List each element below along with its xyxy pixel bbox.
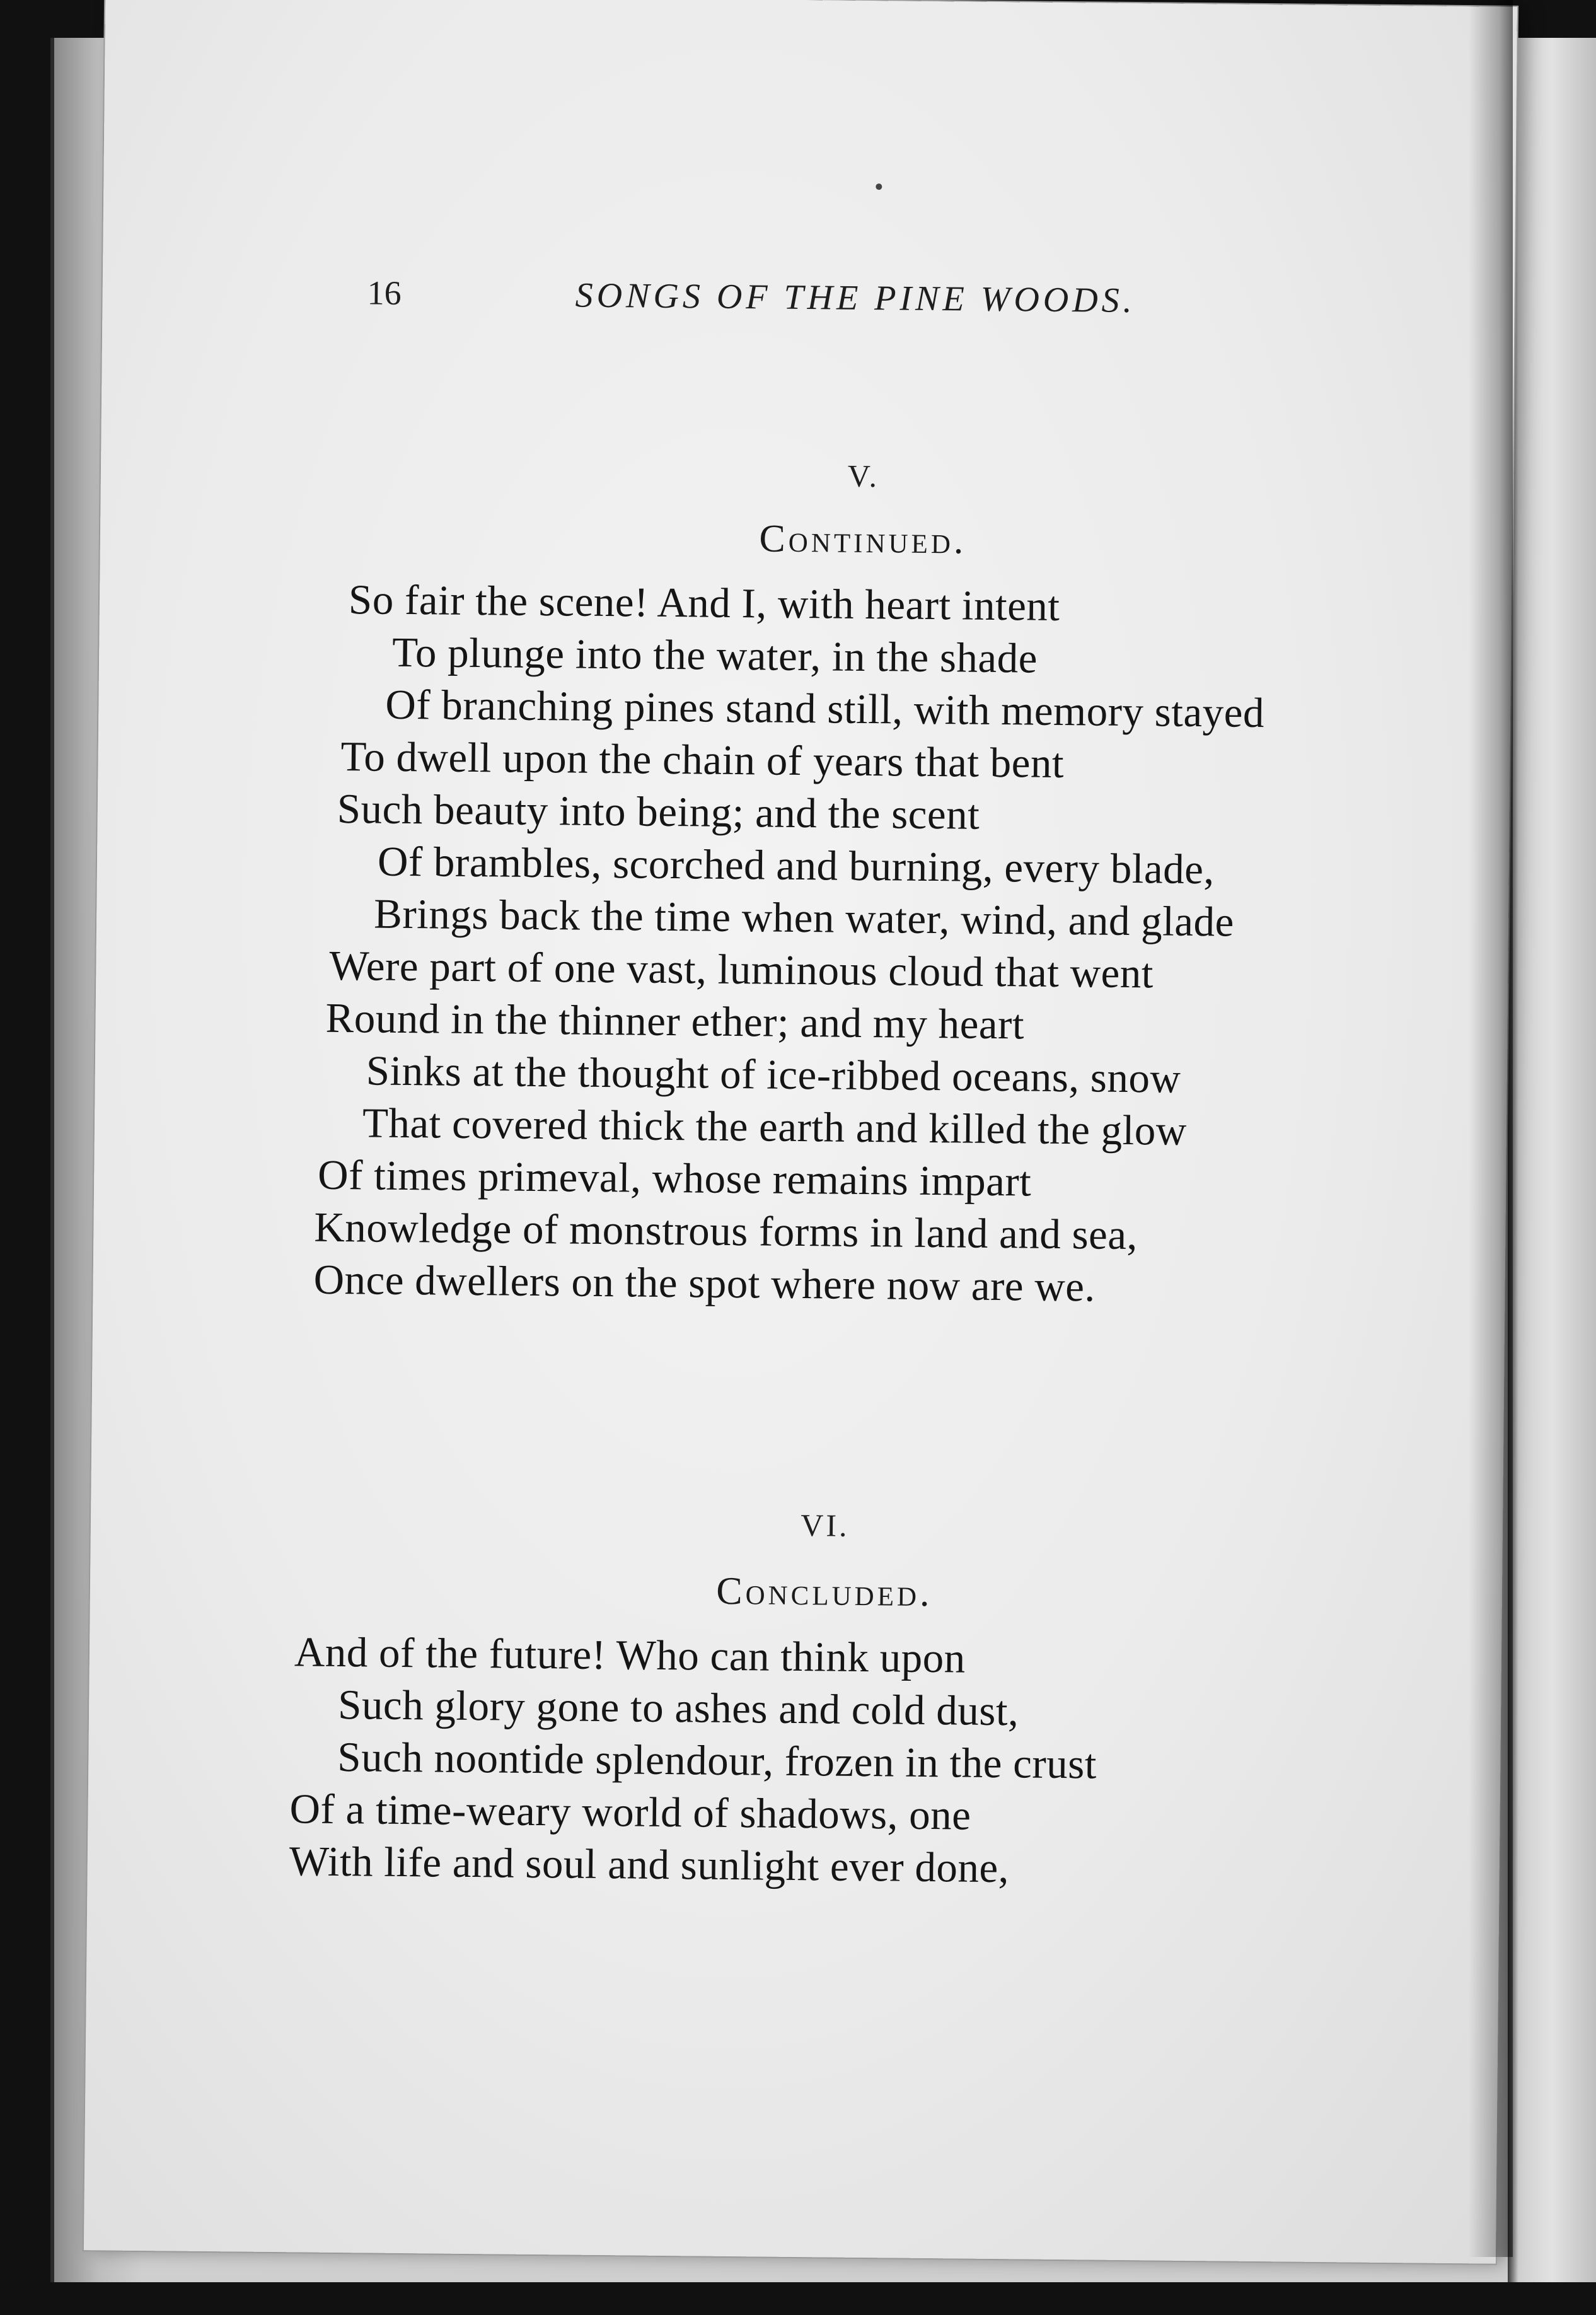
verse-line: Brings back the time when water, wind, and glade bbox=[373, 890, 1235, 946]
verse-line: So fair the scene! And I, with heart intent bbox=[348, 576, 1060, 630]
verse-line: Knowledge of monstrous forms in land and sea, bbox=[314, 1204, 1138, 1259]
verse-line: Such glory gone to ashes and cold dust, bbox=[337, 1681, 1019, 1735]
verse-line: That covered thick the earth and killed the glow bbox=[362, 1099, 1188, 1154]
verse-line: Of brambles, scorched and burning, every blade, bbox=[377, 838, 1215, 893]
paper-speck bbox=[876, 183, 882, 190]
section-v-numeral: V. bbox=[847, 458, 880, 494]
verse-line: And of the future! Who can think upon bbox=[294, 1628, 966, 1682]
verse-line: Sinks at the thought of ice-ribbed oceans, snow bbox=[366, 1047, 1181, 1102]
section-vi-heading: Concluded. bbox=[715, 1569, 933, 1615]
section-vi-numeral: VI. bbox=[801, 1507, 850, 1543]
verse-line: Such beauty into being; and the scent bbox=[337, 785, 980, 838]
page-header bbox=[102, 270, 1515, 334]
section-v-heading: Continued. bbox=[759, 517, 967, 562]
verse-line: To plunge into the water, in the shade bbox=[391, 629, 1038, 682]
verse-line: Once dwellers on the spot where now are we. bbox=[313, 1256, 1096, 1311]
verse-line: Round in the thinner ether; and my heart bbox=[325, 994, 1025, 1048]
book-page bbox=[84, 0, 1517, 2264]
page-number: 16 bbox=[367, 274, 402, 312]
facing-page-edge bbox=[1508, 38, 1596, 2282]
verse-line: Of a time-weary world of shadows, one bbox=[289, 1785, 971, 1839]
verse-line: With life and soul and sunlight ever done, bbox=[289, 1838, 1010, 1892]
gutter-shadow bbox=[1469, 0, 1513, 2257]
verse-line: To dwell upon the chain of years that bent bbox=[340, 733, 1065, 787]
running-title: SONGS OF THE PINE WOODS. bbox=[575, 276, 1136, 321]
verse-line: Such noontide splendour, frozen in the crust bbox=[337, 1733, 1097, 1788]
verse-line: Of branching pines stand still, with memory stayed bbox=[385, 681, 1265, 737]
verse-line: Of times primeval, whose remains impart bbox=[317, 1151, 1032, 1205]
verse-line: Were part of one vast, luminous cloud that went bbox=[329, 942, 1154, 997]
